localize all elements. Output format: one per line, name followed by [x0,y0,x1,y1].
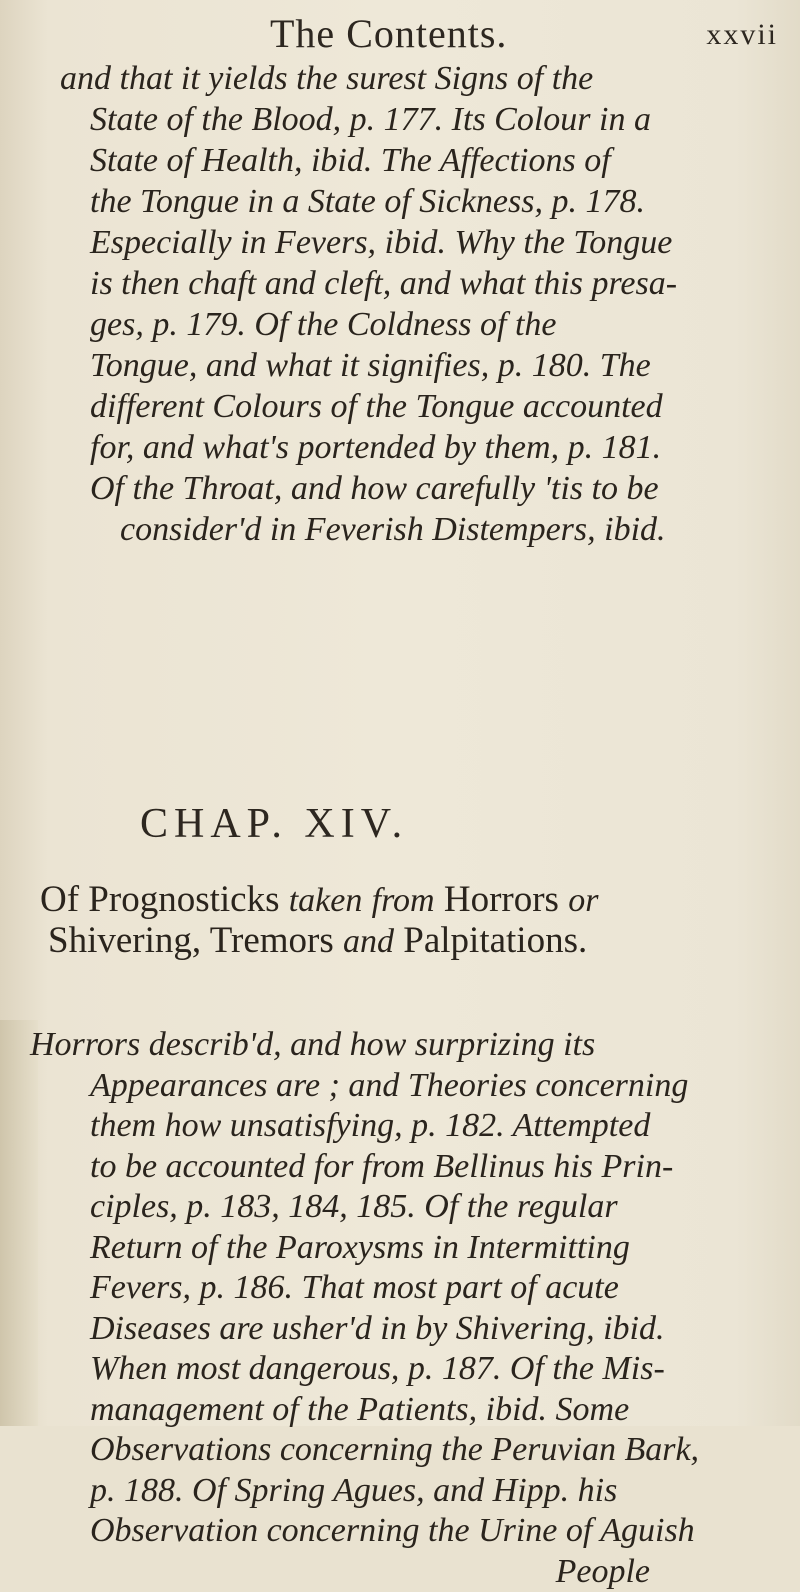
text-line: Appearances are ; and Theories concerning [30,1066,790,1107]
text-line: Horrors describ'd, and how surprizing its [30,1025,790,1066]
text-line: When most dangerous, p. 187. Of the Mis- [30,1349,790,1390]
subtitle-text: or [568,882,598,919]
subtitle-text: from [372,882,435,919]
chapter-heading: CHAP. XIV. [140,800,408,848]
continued-contents-entry [30,58,790,550]
text-line: the Tongue in a State of Sickness, p. 178. [30,181,790,222]
text-line: is then chaft and cleft, and what this presa- [30,263,790,304]
running-head: The Contents. [270,10,507,57]
text-line: Of the Throat, and how carefully 'tis to be [30,468,790,509]
chapter-subtitle [40,880,780,962]
text-line: Return of the Paroxysms in Intermitting [30,1228,790,1269]
page-header [0,6,800,56]
text-line: Tongue, and what it signifies, p. 180. The [30,345,790,386]
page-number: xxvii [706,18,778,52]
subtitle-text: Shivering, Tremors [48,920,334,961]
subtitle-line [40,880,780,921]
text-line: p. 188. Of Spring Agues, and Hipp. his [30,1471,790,1512]
subtitle-text: Palpitations. [403,920,587,961]
subtitle-line [40,921,780,962]
text-line: them how unsatisfying, p. 182. Attempted [30,1106,790,1147]
subtitle-text: and [343,923,394,960]
text-line: Diseases are usher'd in by Shivering, ibid. [30,1309,790,1350]
subtitle-text: Horrors [444,879,559,920]
text-line: ges, p. 179. Of the Coldness of the [30,304,790,345]
text-line: and that it yields the surest Signs of the [30,58,790,99]
text-line: Observations concerning the Peruvian Bark, [30,1430,790,1471]
text-line: Observation concerning the Urine of Aguish [30,1511,790,1552]
text-line: State of Health, ibid. The Affections of [30,140,790,181]
text-line: ciples, p. 183, 184, 185. Of the regular [30,1187,790,1228]
catchword: People [30,1552,790,1592]
text-line: consider'd in Feverish Distempers, ibid. [30,509,790,550]
text-line: different Colours of the Tongue accounted [30,386,790,427]
text-line: management of the Patients, ibid. Some [30,1390,790,1431]
text-line: to be accounted for from Bellinus his Prin- [30,1147,790,1188]
text-line: Fevers, p. 186. That most part of acute [30,1268,790,1309]
subtitle-text: taken [289,882,363,919]
text-line: State of the Blood, p. 177. Its Colour in a [30,99,790,140]
text-line: Especially in Fevers, ibid. Why the Tongue [30,222,790,263]
chapter-contents [30,1025,790,1592]
text-line: for, and what's portended by them, p. 181. [30,427,790,468]
subtitle-text: Of Prognosticks [40,879,279,920]
